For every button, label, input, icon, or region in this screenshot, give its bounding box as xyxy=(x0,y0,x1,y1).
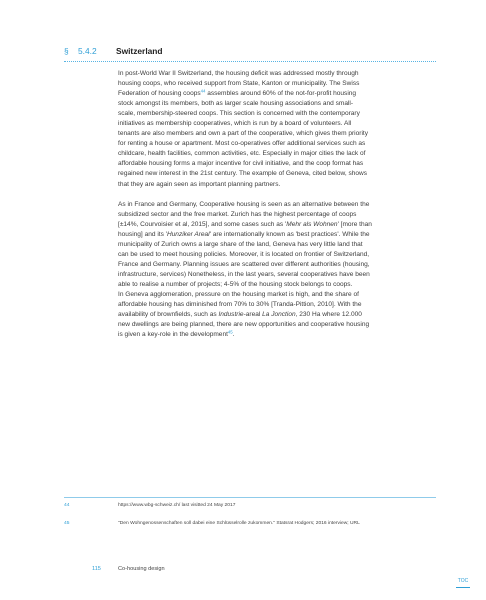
footnote-ref-45[interactable]: 45 xyxy=(227,329,233,335)
section-symbol: § xyxy=(64,46,69,56)
place-name-la-jonction: La Jonction xyxy=(262,311,296,319)
page-footer xyxy=(92,566,165,572)
place-name-industrie: Industrie xyxy=(218,311,244,319)
text-line: initiatives as membership cooperatives, which is run by a board of volunteers. All xyxy=(118,120,352,128)
section-number: 5.4.2 xyxy=(78,46,97,56)
footnote-number: 45 xyxy=(64,521,70,526)
project-name-hunziker-areal: Hunziker Areal xyxy=(166,230,210,238)
footnote-divider xyxy=(64,497,436,498)
text-line: that they are again seen as important planning partners. xyxy=(118,180,281,188)
text-line xyxy=(118,220,436,230)
text-segment: ' are internationally known as 'best practices'. While the xyxy=(209,230,370,238)
heading-divider xyxy=(64,61,436,62)
text-segment: assembles around 60% of the not-for-profit housing xyxy=(205,90,357,98)
toc-link[interactable]: TOC xyxy=(456,578,470,588)
text-line: regained new interest in the 21st century. The example of Geneva, cited below, shows xyxy=(118,170,368,178)
running-title: Co-housing design xyxy=(118,566,165,572)
text-line: new dwellings are being planned, there are new opportunities and cooperative housing xyxy=(118,321,370,329)
paragraph-2 xyxy=(118,200,436,341)
text-line: In post-World War II Switzerland, the housing deficit was addressed mostly through xyxy=(118,70,359,77)
text-line: affordable housing forms a major incentive for civil initiative, and the coop format has xyxy=(118,160,364,168)
footnote-number: 44 xyxy=(64,503,70,508)
text-line: childcare, health facilities, common activities, etc. Especially in major cities the lack of xyxy=(118,150,366,158)
text-line: infrastructure, services) Nonetheless, in the last years, several cooperatives have been xyxy=(118,270,370,278)
text-line: able to realise a number of projects; 4-5% of the housing stock belongs to coops. xyxy=(118,280,353,288)
footnote-ref-44[interactable]: 44 xyxy=(200,88,206,94)
project-name-mehr-als-wohnen: Mehr als Wohnen xyxy=(286,220,338,228)
footnote-44 xyxy=(64,502,444,509)
section-title: Switzerland xyxy=(116,46,163,56)
text-line: As in France and Germany, Cooperative housing is seen as an alternative between the xyxy=(118,200,370,208)
text-segment: -areal xyxy=(243,311,263,319)
text-line: subsidized sector and the free market. Zurich has the highest percentage of coops xyxy=(118,210,357,218)
text-line: affordable housing has diminished from 70% to 30% [Tranda-Pittion, 2010]. With the xyxy=(118,301,362,309)
text-line: stock amongst its members, both as larger scale housing associations and small- xyxy=(118,100,354,108)
text-segment: ' [more than xyxy=(337,220,372,228)
text-segment: [±14%, Courvoisier et al, 2015], and some cases such as ' xyxy=(118,220,287,228)
text-line: scale, membership-steered coops. This section is concerned with the contemporary xyxy=(118,110,360,118)
text-segment: is given a key-role in the development xyxy=(118,331,228,339)
text-line: tenants are also members and own a part of the cooperative, which gives them priority xyxy=(118,130,368,138)
text-line: France and Germany. Planning issues are scattered over different authorities (housing, xyxy=(118,260,370,268)
footnote-45 xyxy=(64,520,444,527)
text-line: In Geneva agglomeration, pressure on the housing market is high, and the share of xyxy=(118,290,359,298)
text-line: for renting a house or apartment. Most co-operatives offer additional services such as xyxy=(118,140,366,148)
page-number: 115 xyxy=(92,566,101,572)
text-line xyxy=(118,230,436,240)
text-segment: housing] and its ' xyxy=(118,230,167,238)
text-line xyxy=(118,330,436,340)
footnote-text: https://www.wbg-schweiz.ch/ last visitted 24 May 2017 xyxy=(118,503,236,508)
text-segment: . xyxy=(232,331,235,339)
footnote-text: "Den Wohngenossenschaften soll dabei eine Schlüsselrolle zukommen." Statsrat Hodgers; 2016 interview; URL xyxy=(118,521,360,526)
paragraph-1 xyxy=(118,69,436,190)
text-segment: Federation of housing coops xyxy=(118,90,201,98)
text-segment: , 230 Ha where 12.000 xyxy=(295,311,362,319)
section-heading xyxy=(64,46,436,62)
text-segment: availability of brownfields, such as xyxy=(118,311,219,319)
text-line: housing coops, who received support from State, Kanton or municipality. The Swiss xyxy=(118,80,360,88)
body-text xyxy=(118,69,436,350)
text-line: can be used to meet housing policies. Moreover, it is located on frontier of Switzerland, xyxy=(118,250,370,258)
text-line xyxy=(118,310,436,320)
text-line xyxy=(118,89,436,99)
text-line: municipality of Zurich owns a large share of the land, Geneva has very little land that xyxy=(118,240,363,248)
